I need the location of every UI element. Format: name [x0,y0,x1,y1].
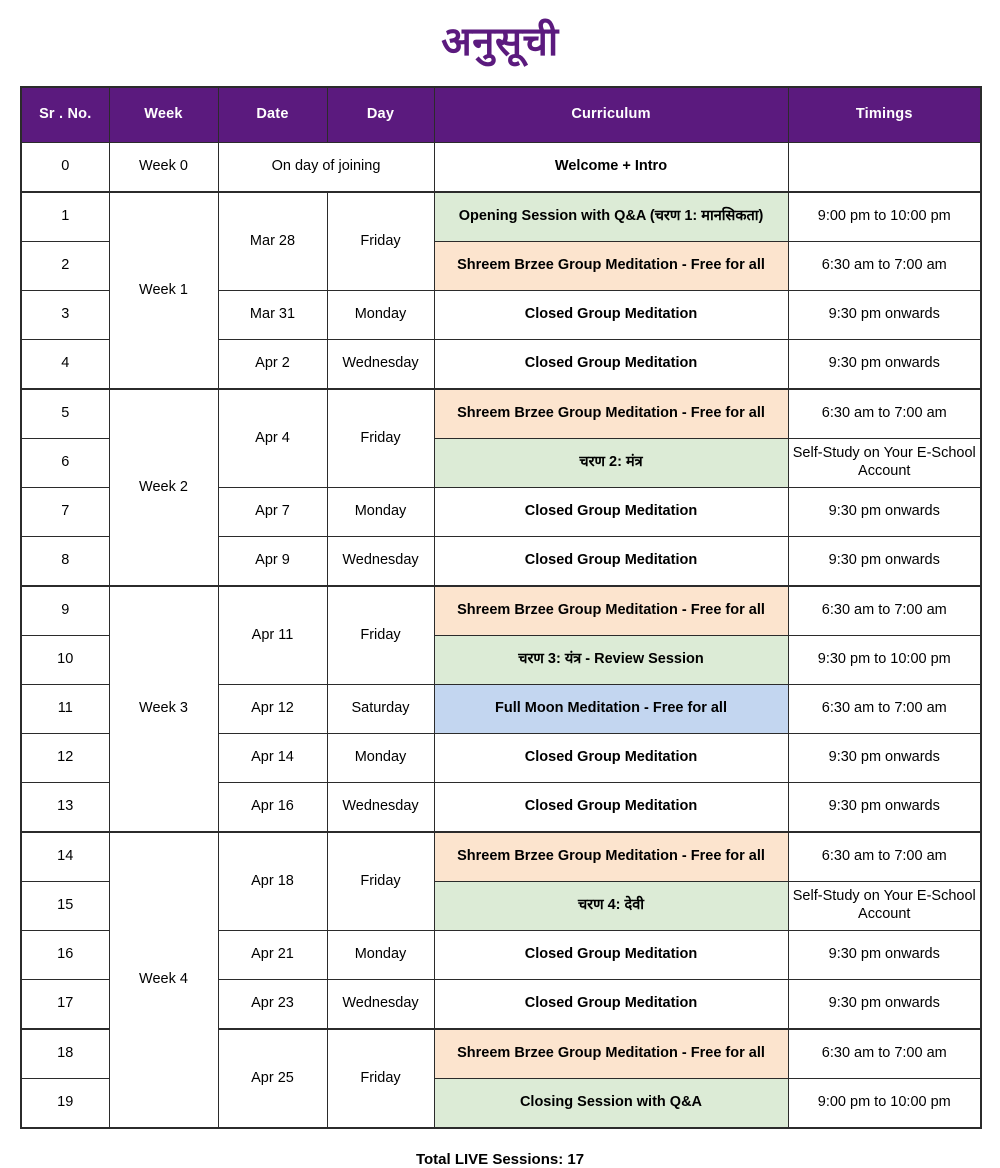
cell-timings: 9:30 pm onwards [788,931,981,980]
cell-sr-no: 16 [21,931,109,980]
cell-curriculum: Closed Group Meditation [434,980,788,1030]
column-header-date: Date [218,87,327,143]
table-row [21,192,981,242]
cell-curriculum: चरण 4: देवी [434,882,788,931]
schedule-table [20,86,982,1129]
cell-week: Week 0 [109,143,218,193]
cell-curriculum: चरण 3: यंत्र - Review Session [434,636,788,685]
schedule-table-container [20,86,980,1129]
cell-timings: 9:00 pm to 10:00 pm [788,192,981,242]
cell-curriculum: Welcome + Intro [434,143,788,193]
cell-date: Apr 12 [218,685,327,734]
cell-day: Friday [327,1029,434,1128]
cell-sr-no: 6 [21,439,109,488]
cell-sr-no: 11 [21,685,109,734]
cell-day: Wednesday [327,980,434,1030]
cell-date: Apr 16 [218,783,327,833]
cell-sr-no: 0 [21,143,109,193]
total-sessions-label: Total LIVE Sessions: 17 [415,1151,585,1168]
cell-date: Apr 11 [218,586,327,685]
cell-week: Week 3 [109,586,218,832]
cell-curriculum: Shreem Brzee Group Meditation - Free for all [434,586,788,636]
cell-curriculum: Shreem Brzee Group Meditation - Free for all [434,389,788,439]
cell-timings: 6:30 am to 7:00 am [788,586,981,636]
cell-curriculum: चरण 2: मंत्र [434,439,788,488]
cell-day: Monday [327,931,434,980]
cell-sr-no: 10 [21,636,109,685]
cell-sr-no: 3 [21,291,109,340]
cell-sr-no: 8 [21,537,109,587]
cell-curriculum: Closed Group Meditation [434,291,788,340]
cell-day: Monday [327,291,434,340]
cell-sr-no: 7 [21,488,109,537]
cell-curriculum: Closed Group Meditation [434,931,788,980]
cell-date: Apr 7 [218,488,327,537]
cell-curriculum: Closed Group Meditation [434,783,788,833]
cell-date: Apr 2 [218,340,327,390]
cell-timings: 9:30 pm to 10:00 pm [788,636,981,685]
cell-timings: 9:30 pm onwards [788,537,981,587]
page-title: अनुसूची [441,20,559,64]
cell-curriculum: Shreem Brzee Group Meditation - Free for all [434,832,788,882]
cell-timings: Self-Study on Your E-School Account [788,439,981,488]
cell-timings: 9:30 pm onwards [788,783,981,833]
column-header-curriculum: Curriculum [434,87,788,143]
cell-day: Monday [327,488,434,537]
cell-curriculum: Opening Session with Q&A (चरण 1: मानसिकता) [434,192,788,242]
table-row [21,586,981,636]
cell-date: Apr 21 [218,931,327,980]
cell-date: Apr 25 [218,1029,327,1128]
column-header-timings: Timings [788,87,981,143]
cell-day: Wednesday [327,537,434,587]
cell-week: Week 2 [109,389,218,586]
cell-date: Apr 14 [218,734,327,783]
cell-sr-no: 13 [21,783,109,833]
cell-timings: Self-Study on Your E-School Account [788,882,981,931]
cell-curriculum: Closed Group Meditation [434,537,788,587]
cell-sr-no: 17 [21,980,109,1030]
cell-week: Week 4 [109,832,218,1128]
cell-week: Week 1 [109,192,218,389]
cell-timings [788,143,981,193]
cell-day: Monday [327,734,434,783]
cell-date: Apr 9 [218,537,327,587]
cell-date: On day of joining [218,143,434,193]
cell-timings: 9:30 pm onwards [788,980,981,1030]
cell-date: Apr 18 [218,832,327,931]
cell-curriculum: Shreem Brzee Group Meditation - Free for all [434,242,788,291]
cell-curriculum: Closed Group Meditation [434,488,788,537]
cell-day: Friday [327,832,434,931]
cell-timings: 9:30 pm onwards [788,291,981,340]
cell-day: Wednesday [327,340,434,390]
cell-sr-no: 2 [21,242,109,291]
cell-date: Mar 31 [218,291,327,340]
table-body [21,143,981,1129]
cell-date: Mar 28 [218,192,327,291]
cell-sr-no: 4 [21,340,109,390]
header-row [21,87,981,143]
table-row [21,832,981,882]
cell-timings: 6:30 am to 7:00 am [788,389,981,439]
cell-day: Friday [327,192,434,291]
cell-day: Wednesday [327,783,434,833]
cell-curriculum: Closing Session with Q&A [434,1079,788,1129]
cell-timings: 9:00 pm to 10:00 pm [788,1079,981,1129]
cell-sr-no: 12 [21,734,109,783]
cell-curriculum: Closed Group Meditation [434,734,788,783]
cell-timings: 9:30 pm onwards [788,340,981,390]
cell-timings: 6:30 am to 7:00 am [788,832,981,882]
cell-day: Friday [327,389,434,488]
cell-date: Apr 23 [218,980,327,1030]
cell-sr-no: 14 [21,832,109,882]
cell-sr-no: 1 [21,192,109,242]
cell-timings: 6:30 am to 7:00 am [788,1029,981,1079]
cell-sr-no: 5 [21,389,109,439]
table-row [21,143,981,193]
cell-sr-no: 15 [21,882,109,931]
cell-sr-no: 9 [21,586,109,636]
cell-timings: 9:30 pm onwards [788,488,981,537]
table-header [21,87,981,143]
cell-curriculum: Shreem Brzee Group Meditation - Free for all [434,1029,788,1079]
table-row [21,389,981,439]
cell-sr-no: 18 [21,1029,109,1079]
cell-date: Apr 4 [218,389,327,488]
cell-timings: 9:30 pm onwards [788,734,981,783]
column-header-day: Day [327,87,434,143]
column-header-week: Week [109,87,218,143]
cell-timings: 6:30 am to 7:00 am [788,685,981,734]
cell-day: Saturday [327,685,434,734]
cell-sr-no: 19 [21,1079,109,1129]
cell-curriculum: Closed Group Meditation [434,340,788,390]
cell-curriculum: Full Moon Meditation - Free for all [434,685,788,734]
column-header-sr-no: Sr . No. [21,87,109,143]
cell-timings: 6:30 am to 7:00 am [788,242,981,291]
cell-day: Friday [327,586,434,685]
